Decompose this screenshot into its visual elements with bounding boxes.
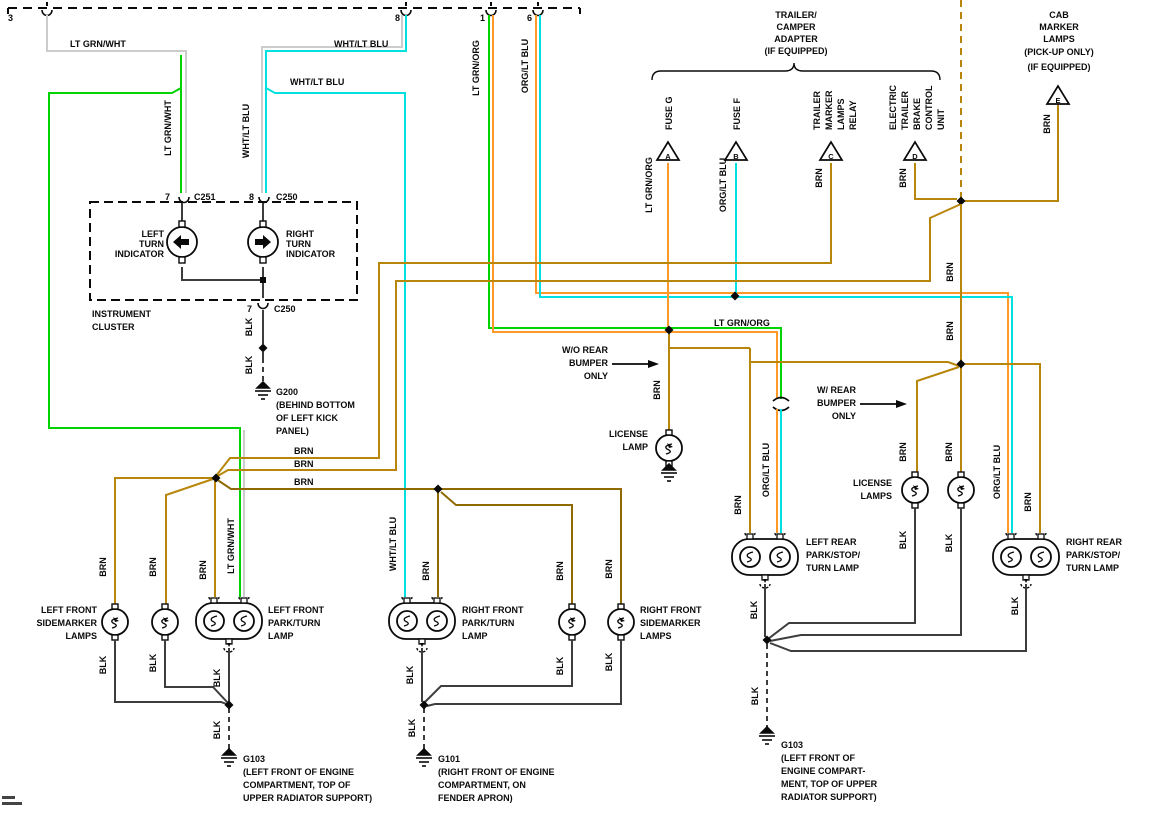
wire-label: LT GRN/WHT	[70, 39, 126, 49]
cluster-pin-7: 7	[164, 192, 170, 202]
wire-label: BLK	[98, 655, 108, 675]
wire-label: BRN	[294, 477, 314, 487]
left-turn-label: LEFT	[141, 229, 164, 239]
wire-label: BRN	[198, 560, 208, 580]
wire-label: BLK	[407, 718, 417, 738]
rf-sidemarker-label: RIGHT FRONT	[640, 605, 702, 615]
cab-marker-label: LAMPS	[1043, 34, 1075, 44]
right-turn-label: TURN	[286, 239, 311, 249]
right-turn-label: INDICATOR	[286, 249, 336, 259]
pin-number-1: 1	[479, 13, 485, 23]
brake-d-label: TRAILER	[900, 91, 910, 130]
ground-symbol-g200	[255, 382, 271, 399]
connector-pin-6	[533, 10, 543, 16]
wire-org-lt-blu	[536, 15, 1012, 533]
ground-code-g200: G200	[276, 387, 299, 397]
ground-code-g103-front: G103	[243, 754, 266, 764]
front-left-ground-wires	[115, 640, 237, 766]
cluster-name: INSTRUMENT	[92, 309, 151, 319]
wire-label: BRN	[421, 561, 431, 581]
wire-label: BLK	[405, 665, 415, 685]
cluster-pin-7b: 7	[246, 304, 252, 314]
corner-artifact	[2, 796, 22, 805]
wire-label: ORG/LT BLU	[761, 442, 771, 498]
license-lamp-label: LAMP	[622, 442, 648, 452]
wire-label: LT GRN/ORG	[644, 157, 654, 213]
ground-desc: (RIGHT FRONT OF ENGINE	[438, 767, 555, 777]
ground-symbol-g103-front	[221, 749, 237, 766]
front-brn-bus	[115, 474, 621, 605]
ground-symbol	[661, 464, 677, 481]
wire-label: BLK	[148, 653, 158, 673]
wire-label: BRN	[945, 321, 955, 341]
wire-label: BRN	[1023, 492, 1033, 512]
ref-letter-b: B	[733, 152, 739, 161]
ground-desc: MENT, TOP OF UPPER	[781, 779, 878, 789]
wire-label: BRN	[148, 557, 158, 577]
note-w-bumper: W/ REAR	[817, 385, 856, 395]
wire-label: LT GRN/WHT	[163, 100, 173, 156]
wire-label: BLK	[944, 533, 954, 553]
wire-label: BRN	[733, 495, 743, 515]
wire-label: BLK	[555, 656, 565, 676]
cluster-ground-wire	[255, 310, 271, 399]
brace	[652, 63, 940, 80]
connector-c250b: C250	[274, 304, 296, 314]
wire-label: BRN	[1042, 114, 1052, 134]
wire-label: WHT/LT BLU	[388, 516, 398, 572]
rf-park-turn-label: RIGHT FRONT	[462, 605, 524, 615]
license-lamp-right	[948, 472, 974, 508]
ground-symbol-g101	[416, 749, 432, 766]
lf-park-turn-label: PARK/TURN	[268, 618, 321, 628]
inline-connector-break	[773, 398, 789, 411]
right-rear-lamp-label: PARK/STOP/	[1066, 550, 1121, 560]
fuse-b-label: FUSE F	[732, 97, 742, 130]
wire-label: BRN	[898, 168, 908, 188]
wire-label: BRN	[944, 442, 954, 462]
ground-desc: (LEFT FRONT OF	[781, 753, 855, 763]
wire-label: BLK	[244, 355, 254, 375]
ground-desc: (BEHIND BOTTOM	[276, 400, 355, 410]
wire-label: BLK	[898, 530, 908, 550]
left-turn-label: INDICATOR	[114, 249, 164, 259]
wire-label: BRN	[98, 557, 108, 577]
wire-label: LT GRN/WHT	[226, 518, 236, 574]
ref-letter-c: C	[828, 152, 834, 161]
trailer-heading: ADAPTER	[774, 34, 818, 44]
wire-label: BRN	[814, 168, 824, 188]
wire-label: WHT/LT BLU	[290, 77, 345, 87]
license-lamp-left	[902, 472, 928, 508]
lf-sidemarker-lamp-1	[102, 604, 128, 640]
ground-code-g101: G101	[438, 754, 461, 764]
pin-number-8: 8	[394, 13, 400, 23]
wire-label: LT GRN/ORG	[471, 40, 481, 96]
relay-c-label: RELAY	[848, 100, 858, 130]
note-wo-bumper: W/O REAR	[562, 345, 608, 355]
wire-label: LT GRN/ORG	[714, 318, 770, 328]
lf-sidemarker-lamp-2	[152, 604, 178, 640]
wire-lt-grn-org	[489, 15, 789, 533]
lf-park-turn-label: LEFT FRONT	[268, 605, 324, 615]
cluster-name: CLUSTER	[92, 322, 135, 332]
ground-desc: FENDER APRON)	[438, 793, 513, 803]
left-turn-label: TURN	[139, 239, 164, 249]
wire-label: BLK	[749, 600, 759, 620]
cab-marker-label: (PICK-UP ONLY)	[1024, 47, 1094, 57]
right-rear-lamp-label: RIGHT REAR	[1066, 537, 1122, 547]
wire-label: BRN	[555, 561, 565, 581]
connector-pin-1	[486, 10, 496, 16]
rf-sidemarker-label: SIDEMARKER	[640, 618, 701, 628]
right-rear-lamp-label: TURN LAMP	[1066, 563, 1119, 573]
pin-number-3: 3	[8, 13, 14, 23]
wire-label: BRN	[652, 380, 662, 400]
brn-rear-distribution	[612, 204, 1040, 533]
wire-label: BLK	[604, 652, 614, 672]
wire-label: BRN	[294, 459, 314, 469]
wire-label: BLK	[750, 686, 760, 706]
lf-park-turn-lamp	[196, 597, 262, 652]
ground-desc: (LEFT FRONT OF ENGINE	[243, 767, 354, 777]
brake-d-label: ELECTRIC	[888, 85, 898, 130]
ref-letter-e: E	[1055, 96, 1061, 105]
license-lamp-label: LICENSE	[608, 429, 648, 439]
wire-label: BRN	[294, 446, 314, 456]
relay-c-label: MARKER	[824, 90, 834, 130]
ground-desc: PANEL)	[276, 426, 309, 436]
lf-sidemarker-label: SIDEMARKER	[36, 618, 97, 628]
cab-marker-label: MARKER	[1039, 22, 1079, 32]
trailer-heading: TRAILER/	[775, 10, 817, 20]
wire-label: BLK	[1010, 596, 1020, 616]
wire-label: ORG/LT BLU	[520, 38, 530, 94]
wire-label: ORG/LT BLU	[718, 157, 728, 213]
note-w-bumper: BUMPER	[816, 398, 856, 408]
brake-d-label: CONTROL	[924, 85, 934, 130]
lf-sidemarker-label: LAMPS	[65, 631, 97, 641]
cab-marker-label: CAB	[1049, 10, 1069, 20]
ground-symbol-g103-rear	[759, 727, 775, 744]
ref-letter-a: A	[665, 152, 671, 161]
license-lamp-single	[656, 430, 682, 466]
license-lamps-label: LICENSE	[852, 478, 892, 488]
arrow-right-icon	[648, 360, 659, 368]
ground-code-g103-rear: G103	[781, 740, 804, 750]
right-turn-label: RIGHT	[286, 229, 314, 239]
ground-desc: RADIATOR SUPPORT)	[781, 792, 877, 802]
left-rear-lamp-label: LEFT REAR	[806, 537, 857, 547]
front-right-ground-wires	[416, 640, 621, 766]
wire-label: BLK	[244, 317, 254, 337]
wire-label: WHT/LT BLU	[241, 103, 251, 159]
connector-c250: C250	[276, 192, 298, 202]
ground-desc: COMPARTMENT, TOP OF	[243, 780, 351, 790]
lf-park-turn-label: LAMP	[268, 631, 294, 641]
rf-park-turn-lamp	[389, 597, 455, 652]
ref-letter-d: D	[912, 152, 918, 161]
wire-label: WHT/LT BLU	[334, 39, 389, 49]
connector-c251: C251	[194, 192, 216, 202]
left-rear-lamp-label: TURN LAMP	[806, 563, 859, 573]
rf-sidemarker-lamp-2	[608, 604, 634, 640]
ground-desc: COMPARTMENT, ON	[438, 780, 526, 790]
wire-label: BRN	[604, 559, 614, 579]
note-wo-bumper: ONLY	[583, 371, 608, 381]
rear-ground-wires	[759, 508, 1026, 744]
fuse-a-label: FUSE G	[664, 96, 674, 130]
brake-d-label: UNIT	[936, 109, 946, 130]
rf-park-turn-label: LAMP	[462, 631, 488, 641]
wire-label: BLK	[212, 720, 222, 740]
note-w-bumper: ONLY	[831, 411, 856, 421]
trailer-heading: (IF EQUIPPED)	[764, 46, 828, 56]
cab-marker-label: (IF EQUIPPED)	[1027, 62, 1091, 72]
license-lamps-label: LAMPS	[860, 491, 892, 501]
connector-pin-3	[42, 10, 52, 16]
wire-label: BRN	[898, 442, 908, 462]
ground-desc: UPPER RADIATOR SUPPORT)	[243, 793, 373, 803]
left-arrow-icon	[173, 235, 189, 249]
pin-number-6: 6	[526, 13, 532, 23]
arrow-right-icon	[896, 400, 907, 408]
ground-desc: OF LEFT KICK	[276, 413, 338, 423]
relay-c-label: LAMPS	[836, 98, 846, 130]
right-arrow-icon	[255, 235, 271, 249]
relay-c-label: TRAILER	[812, 91, 822, 130]
left-rear-park-stop-turn-lamp	[732, 533, 798, 588]
right-rear-park-stop-turn-lamp	[993, 533, 1059, 588]
connector-pin-8	[401, 10, 411, 16]
wire-label: ORG/LT BLU	[992, 444, 1002, 500]
top-connector-bus	[8, 2, 580, 14]
wire-label: BLK	[212, 668, 222, 688]
brake-d-label: BRAKE	[912, 97, 922, 130]
ground-desc: ENGINE COMPART-	[781, 766, 866, 776]
rf-park-turn-label: PARK/TURN	[462, 618, 515, 628]
trailer-heading: CAMPER	[776, 22, 816, 32]
note-wo-bumper: BUMPER	[568, 358, 608, 368]
left-rear-lamp-label: PARK/STOP/	[806, 550, 861, 560]
rf-sidemarker-lamp-1	[559, 604, 585, 640]
rf-sidemarker-label: LAMPS	[640, 631, 672, 641]
lf-sidemarker-label: LEFT FRONT	[41, 605, 97, 615]
cluster-pin-8: 8	[248, 192, 254, 202]
wire-label: BRN	[945, 262, 955, 282]
